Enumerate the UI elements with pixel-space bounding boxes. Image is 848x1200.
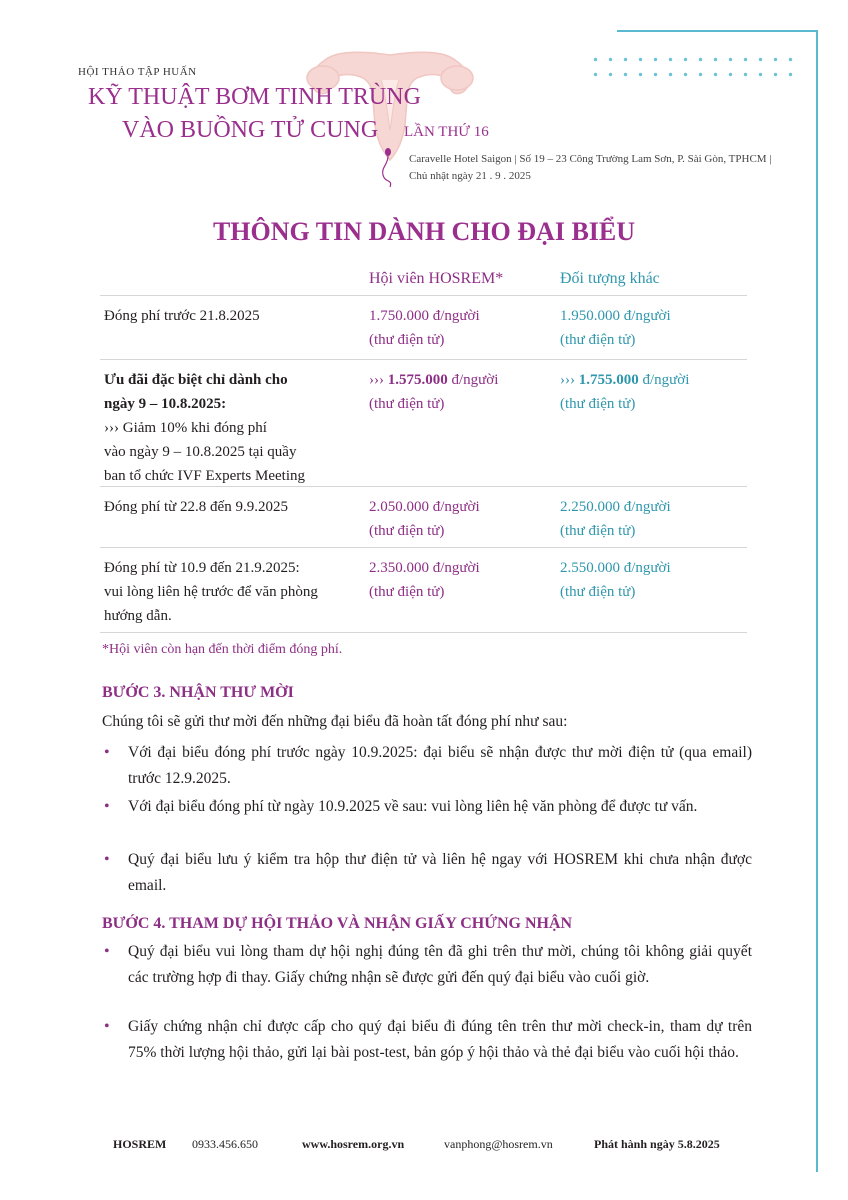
table-divider (100, 547, 747, 548)
fee-member: 1.750.000 đ/người (thư điện tử) (369, 308, 480, 348)
list-item: • Quý đại biểu vui lòng tham dự hội nghị đúng tên đã ghi trên thư mời, chúng tôi không giải quyết các trường hợp đi thay. Giấy chứng nhận sẽ được gửi đến quý đại biểu vào cuối giờ. (102, 939, 752, 991)
page-title: THÔNG TIN DÀNH CHO ĐẠI BIỂU (212, 217, 636, 246)
header-edition: LẦN THỨ 16 (404, 124, 489, 140)
footer-phone: 0933.456.650 (192, 1137, 258, 1151)
bullet-icon: • (104, 798, 110, 815)
step3-heading: BƯỚC 3. NHẬN THƯ MỜI (102, 684, 294, 701)
fee-other: 2.550.000 đ/người (thư điện tử) (560, 560, 671, 600)
table-row-label: Đóng phí trước 21.8.2025 (104, 308, 260, 324)
table-row-label: Đóng phí từ 22.8 đến 9.9.2025 (104, 499, 288, 515)
step4-heading: BƯỚC 4. THAM DỰ HỘI THẢO VÀ NHẬN GIẤY CHỨNG NHẬN (102, 915, 573, 932)
fee-other: ››› 1.755.000 đ/người (thư điện tử) (560, 372, 690, 412)
bullet-icon: • (104, 744, 110, 761)
step3-intro: Chúng tôi sẽ gửi thư mời đến những đại biểu đã hoàn tất đóng phí như sau: (102, 713, 568, 730)
footer-website[interactable]: www.hosrem.org.vn (302, 1137, 405, 1151)
header-kicker: HỘI THẢO TẬP HUẤN (78, 66, 197, 78)
fee-other: 1.950.000 đ/người (thư điện tử) (560, 308, 671, 348)
dot-pattern (588, 52, 798, 86)
fee-member: ››› 1.575.000 đ/người (thư điện tử) (369, 372, 499, 412)
footer-email[interactable]: vanphong@hosrem.vn (444, 1137, 553, 1151)
table-divider (100, 359, 747, 360)
footer-org: HOSREM (113, 1137, 167, 1151)
bullet-icon: • (104, 943, 110, 960)
frame-top-line (617, 30, 817, 32)
column-header-member: Hội viên HOSREM* (369, 270, 504, 287)
table-divider (100, 486, 747, 487)
table-divider (100, 295, 747, 296)
table-row-label: Ưu đãi đặc biệt chỉ dành cho ngày 9 – 10.8.2025: ››› Giảm 10% khi đóng phí vào ngày 9 – 10.8.2025 tại quầy ban tổ chức IVF Experts Meeting (104, 372, 305, 484)
list-item: • Với đại biểu đóng phí từ ngày 10.9.2025 về sau: vui lòng liên hệ văn phòng để được tư vấn. (102, 794, 752, 820)
footer-issued: Phát hành ngày 5.8.2025 (594, 1137, 720, 1151)
fee-member: 2.050.000 đ/người (thư điện tử) (369, 499, 480, 539)
header-date: Chủ nhật ngày 21 . 9 . 2025 (409, 170, 531, 182)
table-footnote: *Hội viên còn hạn đến thời điểm đóng phí. (102, 642, 343, 657)
header-title-line1: KỸ THUẬT BƠM TINH TRÙNG (88, 84, 421, 110)
list-item: • Quý đại biểu lưu ý kiểm tra hộp thư điện tử và liên hệ ngay với HOSREM khi chưa nhận được email. (102, 847, 752, 899)
header-venue: Caravelle Hotel Saigon | Số 19 – 23 Công Trường Lam Sơn, P. Sài Gòn, TPHCM | (409, 153, 772, 165)
table-row-label: Đóng phí từ 10.9 đến 21.9.2025: vui lòng liên hệ trước để văn phòng hướng dẫn. (104, 560, 318, 624)
fee-other: 2.250.000 đ/người (thư điện tử) (560, 499, 671, 539)
list-item: • Với đại biểu đóng phí trước ngày 10.9.2025: đại biểu sẽ nhận được thư mời điện tử (qua email) trước 12.9.2025. (102, 740, 752, 792)
table-divider (100, 632, 747, 633)
column-header-other: Đối tượng khác (560, 270, 660, 287)
bullet-icon: • (104, 851, 110, 868)
frame-right-line (816, 30, 818, 1172)
header-title-line2: VÀO BUỒNG TỬ CUNG (122, 117, 379, 143)
bullet-icon: • (104, 1018, 110, 1035)
sperm-icon (377, 147, 399, 189)
fee-member: 2.350.000 đ/người (thư điện tử) (369, 560, 480, 600)
list-item: • Giấy chứng nhận chỉ được cấp cho quý đại biểu đi đúng tên trên thư mời check-in, tham dự trên 75% thời lượng hội thảo, gửi lại bài post-test, bản góp ý hội thảo và thẻ đại biểu vào cuối hội thảo. (102, 1014, 752, 1066)
